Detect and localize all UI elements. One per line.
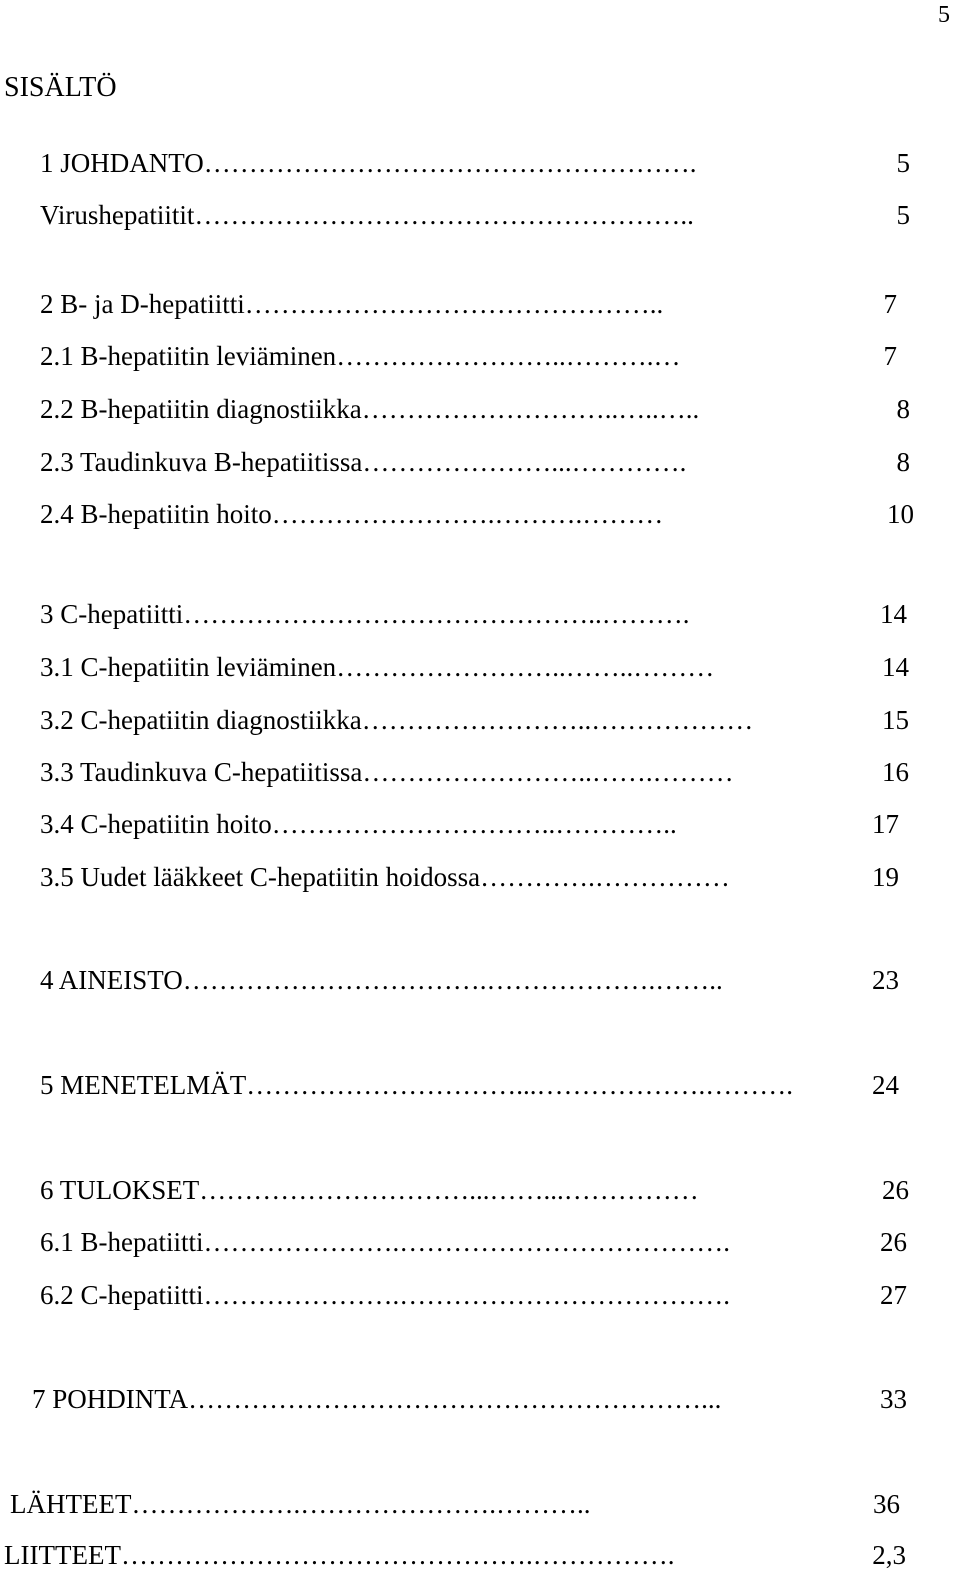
toc-entry[interactable] <box>40 392 910 426</box>
toc-leader-dots: …………………...…………. <box>362 447 687 477</box>
toc-entry-title: 2 B- ja D-hepatiitti <box>40 289 245 319</box>
toc-page-number: 19 <box>872 862 899 892</box>
toc-entry[interactable] <box>40 597 907 631</box>
toc-leader-dots: ………………….………………………………. <box>203 1227 730 1257</box>
toc-entry-title: 3 C-hepatiitti <box>40 599 184 629</box>
toc-leader-dots: ……………….………………….……….. <box>131 1489 591 1519</box>
toc-entry[interactable] <box>40 198 910 232</box>
toc-leader-dots: ……………………………………………….. <box>194 200 694 230</box>
toc-page-number: 10 <box>887 499 914 529</box>
toc-page-number: 15 <box>882 705 909 735</box>
toc-entry[interactable] <box>40 963 899 997</box>
toc-page-number: 5 <box>896 148 910 178</box>
toc-leader-dots: ………………………………………………. <box>203 148 697 178</box>
toc-page-number: 8 <box>896 394 910 424</box>
toc-page-number: 5 <box>896 200 910 230</box>
toc-entry[interactable] <box>4 1538 906 1572</box>
toc-entry-title: 3.3 Taudinkuva C-hepatiitissa <box>40 757 363 787</box>
toc-page-number: 33 <box>880 1384 907 1414</box>
toc-entry-title: 3.4 C-hepatiitin hoito <box>40 809 272 839</box>
toc-leader-dots: ………………….………………………………. <box>203 1280 730 1310</box>
toc-leader-dots: ……………………………………….. <box>244 289 664 319</box>
toc-page-number: 2,3 <box>872 1540 906 1570</box>
toc-entry-title: 6.1 B-hepatiitti <box>40 1227 204 1257</box>
toc-page-number: 26 <box>882 1175 909 1205</box>
toc-page-number: 8 <box>896 447 910 477</box>
toc-leader-dots: …………………………...……...…………… <box>199 1175 699 1205</box>
toc-page-number: 23 <box>872 965 899 995</box>
toc-entry-title: 6 TULOKSET <box>40 1175 200 1205</box>
toc-entry-title: 3.1 C-hepatiitin leviäminen <box>40 652 337 682</box>
toc-entry-title: Virushepatiitit <box>40 200 195 230</box>
toc-entry[interactable] <box>40 287 897 321</box>
toc-entry[interactable] <box>10 1487 900 1521</box>
toc-page-number: 17 <box>872 809 899 839</box>
toc-leader-dots: ……………………..…….……… <box>362 757 734 787</box>
toc-entry-title: LIITTEET <box>4 1540 121 1570</box>
toc-page-number: 16 <box>882 757 909 787</box>
toc-entry[interactable] <box>40 1068 899 1102</box>
toc-page-number: 14 <box>880 599 907 629</box>
toc-entry[interactable] <box>40 1173 909 1207</box>
toc-page-number: 7 <box>883 341 897 371</box>
toc-heading: SISÄLTÖ <box>4 72 117 103</box>
toc-entry[interactable] <box>40 146 910 180</box>
toc-leader-dots: ………………………………………..………. <box>183 599 690 629</box>
toc-entry[interactable] <box>40 860 899 894</box>
toc-leader-dots: …………………………...……………….………. <box>246 1070 793 1100</box>
toc-entry[interactable] <box>40 807 899 841</box>
toc-page-number: 24 <box>872 1070 899 1100</box>
toc-entry-title: LÄHTEET <box>10 1489 132 1519</box>
toc-page-number: 36 <box>873 1489 900 1519</box>
toc-entry[interactable] <box>40 755 909 789</box>
toc-leader-dots: ………….…………… <box>480 862 730 892</box>
toc-entry-title: 2.3 Taudinkuva B-hepatiitissa <box>40 447 363 477</box>
toc-leader-dots: ……………………..……….… <box>336 341 681 371</box>
toc-page-number: 7 <box>883 289 897 319</box>
toc-leader-dots: …………………….……….……… <box>271 499 664 529</box>
toc-entry[interactable] <box>40 650 909 684</box>
toc-leader-dots: ……………………..……..……… <box>336 652 715 682</box>
toc-leader-dots: …………………………………………………... <box>188 1384 722 1414</box>
toc-entry[interactable] <box>40 445 910 479</box>
toc-entry-title: 4 AINEISTO <box>40 965 183 995</box>
toc-entry-title: 2.1 B-hepatiitin leviäminen <box>40 341 337 371</box>
toc-entry[interactable] <box>32 1382 907 1416</box>
toc-leader-dots: ………………………..…..….. <box>361 394 700 424</box>
toc-entry[interactable] <box>40 1225 907 1259</box>
toc-leader-dots: …………………………….……………….…….. <box>182 965 723 995</box>
toc-entry-title: 7 POHDINTA <box>32 1384 189 1414</box>
toc-entry-title: 3.2 C-hepatiitin diagnostiikka <box>40 705 362 735</box>
toc-entry[interactable] <box>40 339 897 373</box>
toc-page-number: 14 <box>882 652 909 682</box>
page-number: 5 <box>938 2 950 28</box>
toc-entry-title: 6.2 C-hepatiitti <box>40 1280 204 1310</box>
toc-entry-title: 2.2 B-hepatiitin diagnostiikka <box>40 394 362 424</box>
toc-entry[interactable] <box>40 497 914 531</box>
toc-entry-title: 2.4 B-hepatiitin hoito <box>40 499 272 529</box>
toc-leader-dots: ……………………………………….……………. <box>120 1540 675 1570</box>
toc-leader-dots: ……………………..……………… <box>361 705 754 735</box>
toc-entry-title: 5 MENETELMÄT <box>40 1070 247 1100</box>
toc-page-number: 26 <box>880 1227 907 1257</box>
toc-page-number: 27 <box>880 1280 907 1310</box>
toc-leader-dots: …………………………..………….. <box>271 809 677 839</box>
toc-entry-title: 1 JOHDANTO <box>40 148 204 178</box>
toc-entry[interactable] <box>40 1278 907 1312</box>
toc-entry[interactable] <box>40 703 909 737</box>
toc-entry-title: 3.5 Uudet lääkkeet C-hepatiitin hoidossa <box>40 862 481 892</box>
